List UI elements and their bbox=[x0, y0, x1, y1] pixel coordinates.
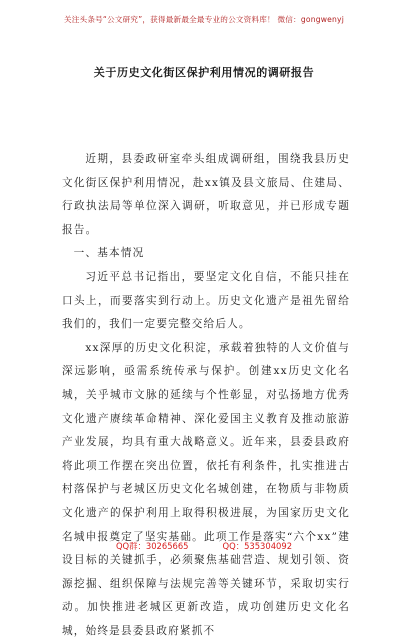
intro-paragraph: 近期，县委政研室牵头组成调研组，围绕我县历史文化街区保护利用情况，赴xx镇及县文旅局、住建局、行政执法局等单位深入调研，听取意见，并已形成专题报告。 bbox=[62, 153, 350, 236]
header-banner: 关注头条号“公文研究”，获得最新最全最专业的公文资料库！ 微信：gongwenyj bbox=[63, 15, 345, 24]
document-title: 关于历史文化街区保护利用情况的调研报告 bbox=[93, 66, 315, 79]
footer-contact bbox=[0, 540, 408, 552]
quote-paragraph: 习近平总书记指出，要坚定文化自信，不能只挂在口头上，而要落实到行动上。历史文化遗产是祖先留给我们的，我们一定要完整交给后人。 bbox=[62, 270, 350, 331]
section-heading: 一、基本情况 bbox=[73, 247, 145, 260]
main-paragraph: xx深厚的历史文化积淀，承载着独特的人文价值与深远影响，亟需系统传承与保护。创建xx历史文化名城，关乎城市文脉的延续与个性彰显，对弘扬地方优秀文化遗产赓续革命精神、深化爱国主义教育及推动旅游产业发展，均具有重大战略意义。近年来，县委县政府将此项工作摆在突出位置，依托有利条件，扎实推进古村落保护与老城区历史文化名城创建，在物质与非物质文化遗产的保护利用上取得积极进展，为国家历史文化名城申报奠定了坚实基础。此项工作是落实“六个xx”建设目标的关键抓手，必须聚焦基础营造、规划引领、资源挖掘、组织保障与法规完善等关键环节，采取切实行动。加快推进老城区更新改造，成功创建历史文化名城，始终是县委县政府紧抓不 bbox=[62, 341, 350, 637]
footer-qq-number: QQ：535304092 bbox=[222, 541, 293, 551]
footer-qq-group: QQ群：30265665 bbox=[115, 541, 189, 551]
document-body bbox=[62, 148, 350, 643]
